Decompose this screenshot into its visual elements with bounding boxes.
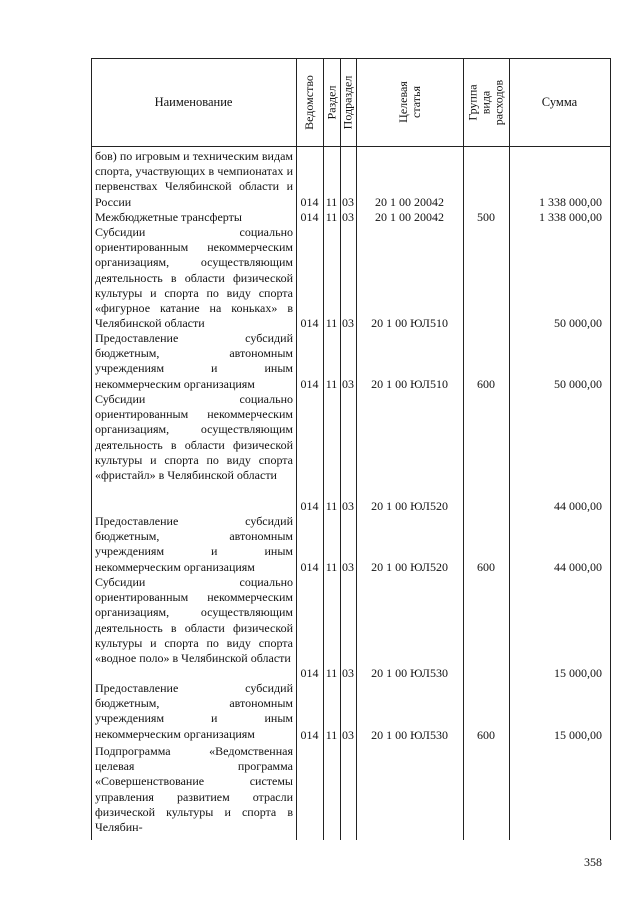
cell-razdel: 11 (325, 499, 338, 513)
cell-summa: 50 000,00 (554, 377, 602, 391)
row-name: Субсидии социально ориентированным некоммерческим организациям, осуществляющим деятельность в области физической культуры и спорта по виду спорта «фристайл» в Челябинской области (95, 392, 293, 483)
cell-summa: 44 000,00 (554, 560, 602, 574)
cell-summa: 1 338 000,00 (539, 210, 602, 224)
cell-celevaya: 20 1 00 20042 (375, 210, 444, 224)
cell-vedomstvo: 014 (300, 195, 319, 209)
row-name: Подпрограмма «Ведомственная целевая программа «Совершенствование системы управления развитием отрасли физической культуры и спорта в Челябин- (95, 744, 293, 835)
cell-celevaya: 20 1 00 ЮЛ530 (371, 728, 448, 742)
cell-podrazdel: 03 (342, 499, 354, 513)
cell-razdel: 11 (325, 210, 338, 224)
page-number: 358 (584, 855, 602, 869)
cell-podrazdel: 03 (342, 377, 354, 391)
cell-razdel: 11 (325, 666, 338, 680)
cell-vedomstvo: 014 (300, 499, 319, 513)
col-border (296, 58, 297, 840)
cell-razdel: 11 (325, 316, 338, 330)
cell-celevaya: 20 1 00 ЮЛ510 (371, 377, 448, 391)
col-border (91, 58, 92, 840)
cell-vedomstvo: 014 (300, 210, 319, 224)
row-name: Предоставление субсидий бюджетным, автономным учреждениям и иным некоммерческим организациям (95, 514, 293, 574)
cell-celevaya: 20 1 00 ЮЛ530 (371, 666, 448, 680)
cell-gruppa: 600 (477, 377, 495, 391)
cell-celevaya: 20 1 00 ЮЛ510 (371, 316, 448, 330)
col-border (463, 58, 464, 840)
cell-gruppa: 500 (477, 210, 495, 224)
cell-summa: 44 000,00 (554, 499, 602, 513)
header-vedomstvo: Ведомство (302, 74, 317, 130)
row-name: Предоставление субсидий бюджетным, автономным учреждениям и иным некоммерческим организациям (95, 681, 293, 741)
cell-razdel: 11 (325, 728, 338, 742)
cell-gruppa: 600 (477, 560, 495, 574)
cell-podrazdel: 03 (342, 560, 354, 574)
cell-vedomstvo: 014 (300, 316, 319, 330)
cell-vedomstvo: 014 (300, 666, 319, 680)
header-name: Наименование (154, 94, 233, 109)
cell-summa: 15 000,00 (554, 728, 602, 742)
cell-razdel: 11 (325, 377, 338, 391)
cell-podrazdel: 03 (342, 666, 354, 680)
cell-razdel: 11 (325, 195, 338, 209)
header-razdel: Раздел (324, 85, 339, 119)
cell-podrazdel: 03 (342, 210, 354, 224)
cell-vedomstvo: 014 (300, 377, 319, 391)
header-podrazdel: Подраздел (340, 75, 355, 129)
col-border (323, 58, 324, 840)
col-border (340, 58, 341, 840)
cell-razdel: 11 (325, 560, 338, 574)
col-border (509, 58, 510, 840)
row-name: Субсидии социально ориентированным некоммерческим организациям, осуществляющим деятельность в области физической культуры и спорта по виду спорта «фигурное катание на коньках» в Челябинской области (95, 225, 293, 331)
row-name: Субсидии социально ориентированным некоммерческим организациям, осуществляющим деятельность в области физической культуры и спорта по виду спорта «водное поло» в Челябинской области (95, 575, 293, 666)
header-bottom-border (91, 146, 610, 147)
cell-summa: 15 000,00 (554, 666, 602, 680)
header-summa: Сумма (541, 94, 578, 109)
cell-gruppa: 600 (477, 728, 495, 742)
cell-podrazdel: 03 (342, 195, 354, 209)
header-gruppa: Группа вида расходов (465, 79, 506, 125)
cell-celevaya: 20 1 00 ЮЛ520 (371, 560, 448, 574)
cell-podrazdel: 03 (342, 316, 354, 330)
cell-celevaya: 20 1 00 ЮЛ520 (371, 499, 448, 513)
col-border (610, 58, 611, 840)
cell-vedomstvo: 014 (300, 560, 319, 574)
row-name: Предоставление субсидий бюджетным, автономным учреждениям и иным некоммерческим организациям (95, 331, 293, 391)
cell-summa: 50 000,00 (554, 316, 602, 330)
cell-podrazdel: 03 (342, 728, 354, 742)
cell-vedomstvo: 014 (300, 728, 319, 742)
header-celevaya: Целевая статья (395, 81, 423, 123)
row-name: бов) по игровым и техническим видам спорта, участвующих в чемпионатах и первенствах Челябинской области и России (95, 149, 293, 209)
cell-summa: 1 338 000,00 (539, 195, 602, 209)
cell-celevaya: 20 1 00 20042 (375, 195, 444, 209)
row-name: Межбюджетные трансферты (95, 210, 242, 224)
budget-table (91, 58, 610, 840)
col-border (356, 58, 357, 840)
